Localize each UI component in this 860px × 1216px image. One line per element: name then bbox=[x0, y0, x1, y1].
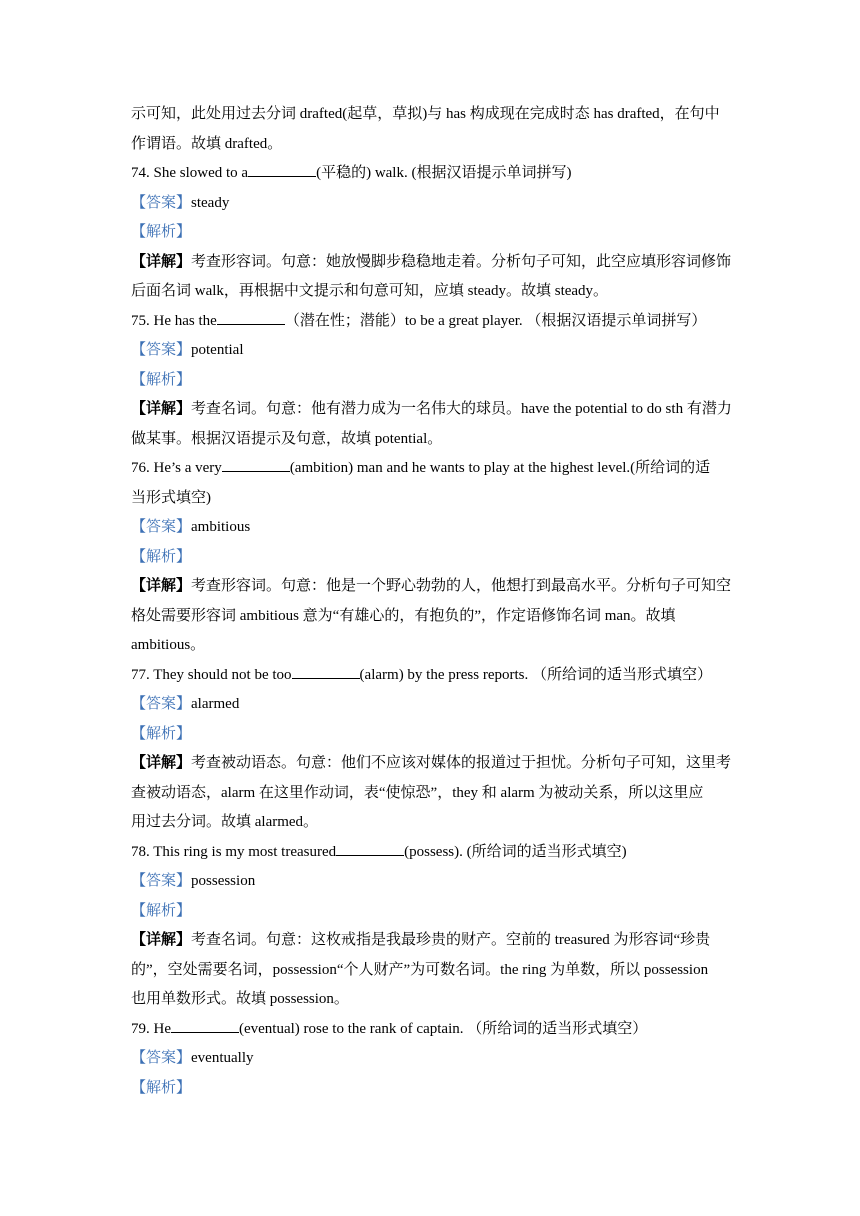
detail-text: 考查被动语态。句意：他们不应该对媒体的报道过于担忧。分析句子可知，这里考 bbox=[191, 755, 732, 771]
question-text: 78. This ring is my most treasured bbox=[131, 843, 337, 860]
answer-blank bbox=[248, 161, 316, 177]
answer-75 bbox=[131, 336, 731, 366]
analysis-tag: 【解析】 bbox=[131, 1079, 192, 1096]
analysis-tag: 【解析】 bbox=[131, 548, 192, 565]
detail-76-line-2: 格处需要形容词 ambitious 意为“有雄心的，有抱负的”，作定语修饰名词 man。故填 bbox=[131, 607, 676, 624]
answer-blank bbox=[171, 1017, 239, 1033]
detail-78-line-2: 的”，空处需要名词，possession“个人财产”为可数名词。the ring 为单数，所以 possession bbox=[131, 961, 709, 978]
question-75 bbox=[131, 307, 731, 337]
detail-tag: 【详解】 bbox=[131, 253, 192, 270]
answer-79 bbox=[131, 1044, 731, 1074]
analysis-tag: 【解析】 bbox=[131, 371, 192, 388]
analysis-76 bbox=[131, 543, 731, 573]
analysis-75 bbox=[131, 366, 731, 396]
detail-text: 考查形容词。句意：他是一个野心勃勃的人，他想打到最高水平。分析句子可知空 bbox=[191, 578, 732, 594]
question-text: 74. She slowed to a bbox=[131, 165, 249, 181]
answer-77 bbox=[131, 690, 731, 720]
answer-text: alarmed bbox=[191, 696, 240, 712]
answer-74 bbox=[131, 189, 731, 219]
question-text: (possess). (所给词的适当形式填空) bbox=[404, 843, 627, 860]
answer-text: eventually bbox=[191, 1050, 254, 1066]
question-text: (ambition) man and he wants to play at the highest level.(所给词的适 bbox=[289, 460, 711, 476]
question-text: (alarm) by the press reports. （所给词的适当形式填空） bbox=[359, 666, 712, 683]
analysis-74 bbox=[131, 218, 731, 248]
detail-77-line-1 bbox=[131, 749, 731, 779]
detail-tag: 【详解】 bbox=[131, 401, 192, 417]
analysis-tag: 【解析】 bbox=[131, 725, 192, 742]
detail-text: 考查名词。句意：这枚戒指是我最珍贵的财产。空前的 treasured 为形容词“珍贵 bbox=[191, 932, 711, 948]
analysis-78 bbox=[131, 897, 731, 927]
detail-76-line-1 bbox=[131, 572, 731, 602]
detail-tag: 【详解】 bbox=[131, 932, 192, 948]
question-text: （潜在性；潜能）to be a great player. （根据汉语提示单词拼写） bbox=[284, 312, 707, 329]
detail-78-line-3: 也用单数形式。故填 possession。 bbox=[131, 991, 349, 1007]
document-page bbox=[131, 100, 731, 1103]
answer-blank bbox=[292, 663, 360, 679]
answer-text: ambitious bbox=[191, 519, 251, 535]
intro-line-2: 作谓语。故填 drafted。 bbox=[131, 135, 283, 152]
detail-77-line-3: 用过去分词。故填 alarmed。 bbox=[131, 814, 319, 830]
answer-text: potential bbox=[191, 342, 244, 358]
question-text: 79. He bbox=[131, 1020, 171, 1037]
analysis-tag: 【解析】 bbox=[131, 224, 192, 240]
question-78 bbox=[131, 838, 731, 868]
answer-text: steady bbox=[191, 194, 230, 211]
analysis-tag: 【解析】 bbox=[131, 902, 192, 919]
intro-line-1: 示可知，此处用过去分词 drafted(起草，草拟)与 has 构成现在完成时态 has drafted，在句中 bbox=[131, 106, 720, 122]
question-76 bbox=[131, 454, 731, 484]
question-76-line-2: 当形式填空) bbox=[131, 489, 211, 506]
answer-blank bbox=[222, 456, 290, 472]
detail-76-line-3: ambitious。 bbox=[131, 637, 206, 653]
answer-tag: 【答案】 bbox=[131, 519, 192, 535]
question-79 bbox=[131, 1015, 731, 1045]
answer-blank bbox=[217, 309, 285, 325]
answer-78 bbox=[131, 867, 731, 897]
detail-text: 考查形容词。句意：她放慢脚步稳稳地走着。分析句子可知，此空应填形容词修饰 bbox=[191, 253, 732, 270]
detail-text: 考查名词。句意：他有潜力成为一名伟大的球员。have the potential to do sth 有潜力 bbox=[191, 401, 732, 417]
answer-tag: 【答案】 bbox=[131, 194, 192, 211]
answer-blank bbox=[336, 840, 404, 856]
answer-tag: 【答案】 bbox=[131, 873, 192, 889]
question-text: (平稳的) walk. (根据汉语提示单词拼写) bbox=[316, 165, 572, 181]
answer-76 bbox=[131, 513, 731, 543]
answer-tag: 【答案】 bbox=[131, 696, 192, 712]
answer-text: possession bbox=[191, 873, 256, 889]
detail-74-line-2: 后面名词 walk，再根据中文提示和句意可知，应填 steady。故填 steady。 bbox=[131, 283, 609, 299]
question-77 bbox=[131, 661, 731, 691]
question-text: (eventual) rose to the rank of captain. （所给词的适当形式填空） bbox=[239, 1020, 648, 1037]
answer-tag: 【答案】 bbox=[131, 1050, 192, 1066]
detail-75-line-1 bbox=[131, 395, 731, 425]
question-text: 76. He’s a very bbox=[131, 460, 222, 476]
analysis-77 bbox=[131, 720, 731, 750]
detail-74-line-1 bbox=[131, 248, 731, 278]
detail-75-line-2: 做某事。根据汉语提示及句意，故填 potential。 bbox=[131, 430, 443, 447]
answer-tag: 【答案】 bbox=[131, 342, 192, 358]
analysis-79 bbox=[131, 1074, 731, 1104]
detail-tag: 【详解】 bbox=[131, 578, 192, 594]
detail-78-line-1 bbox=[131, 926, 731, 956]
detail-77-line-2: 查被动语态，alarm 在这里作动词，表“使惊恐”，they 和 alarm 为被动关系，所以这里应 bbox=[131, 784, 704, 801]
question-text: 75. He has the bbox=[131, 312, 217, 329]
detail-tag: 【详解】 bbox=[131, 755, 192, 771]
question-text: 77. They should not be too bbox=[131, 666, 292, 683]
question-74 bbox=[131, 159, 731, 189]
